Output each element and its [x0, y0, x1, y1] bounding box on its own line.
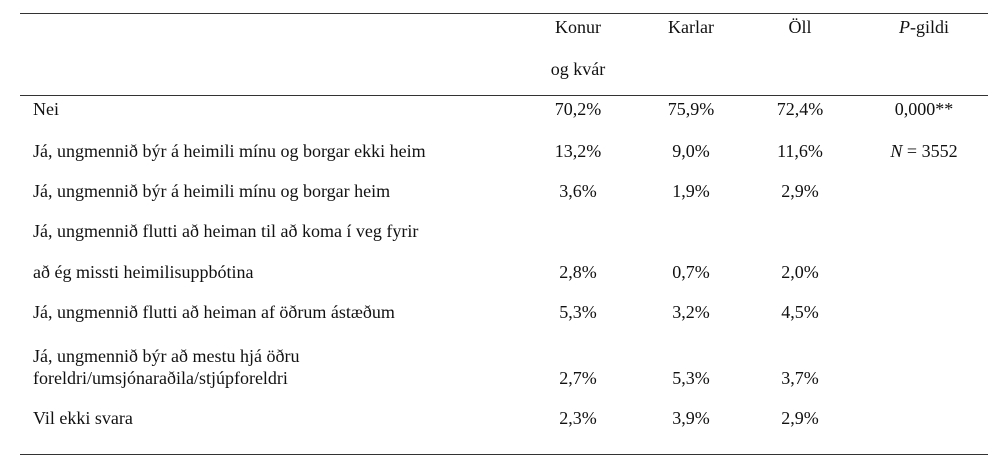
cell-karlar: 3,9%: [672, 408, 710, 428]
cell-oll: 3,7%: [781, 368, 819, 388]
cell-karlar: 75,9%: [667, 99, 715, 119]
cell-karlar: 9,0%: [672, 141, 710, 161]
header-p-suffix: -gildi: [910, 17, 949, 37]
top-rule: [20, 13, 988, 14]
bottom-rule: [20, 454, 988, 455]
cell-konur: 5,3%: [559, 302, 597, 322]
cell-oll: 72,4%: [776, 99, 824, 119]
cell-konur: 13,2%: [554, 141, 602, 161]
header-konur: Konur: [555, 17, 601, 37]
cell-karlar: 0,7%: [672, 262, 710, 282]
cell-p-value: 0,000**: [894, 99, 954, 119]
cell-oll: 4,5%: [781, 302, 819, 322]
cell-n-count: [890, 142, 957, 160]
row-label: Já, ungmennið flutti að heiman af öðrum ástæðum: [33, 302, 395, 322]
cell-karlar: 1,9%: [672, 181, 710, 201]
cell-oll: 11,6%: [777, 141, 823, 161]
row-label: Já, ungmennið býr á heimili mínu og borgar ekki heim: [33, 141, 426, 161]
n-letter: N: [890, 141, 903, 161]
cell-konur: 2,3%: [559, 408, 597, 428]
cell-konur: 2,8%: [559, 262, 597, 282]
cell-oll: 2,0%: [781, 262, 819, 282]
header-oll: Öll: [788, 17, 812, 37]
row-label: Nei: [33, 99, 59, 119]
cell-oll: 2,9%: [781, 408, 819, 428]
row-label-line1: Já, ungmennið býr að mestu hjá öðru: [33, 346, 300, 366]
header-konur-line2: og kvár: [550, 59, 606, 79]
cell-konur: 70,2%: [554, 99, 602, 119]
cell-oll: 2,9%: [781, 181, 819, 201]
header-p-letter: P: [899, 17, 910, 37]
n-value: = 3552: [902, 141, 958, 161]
row-label: Já, ungmennið býr á heimili mínu og borgar heim: [33, 181, 391, 201]
cell-karlar: 5,3%: [672, 368, 710, 388]
cell-konur: 2,7%: [559, 368, 597, 388]
row-label-line2: að ég missti heimilisuppbótina: [33, 262, 254, 282]
row-label: Vil ekki svara: [33, 408, 133, 428]
header-p-gildi: [899, 18, 949, 36]
cell-konur: 3,6%: [559, 181, 597, 201]
header-karlar: Karlar: [668, 17, 714, 37]
cell-karlar: 3,2%: [672, 302, 710, 322]
row-label-line1: Já, ungmennið flutti að heiman til að koma í veg fyrir: [33, 221, 419, 241]
row-label-line2: foreldri/umsjónaraðila/stjúpforeldri: [33, 368, 288, 388]
header-rule: [20, 95, 988, 96]
